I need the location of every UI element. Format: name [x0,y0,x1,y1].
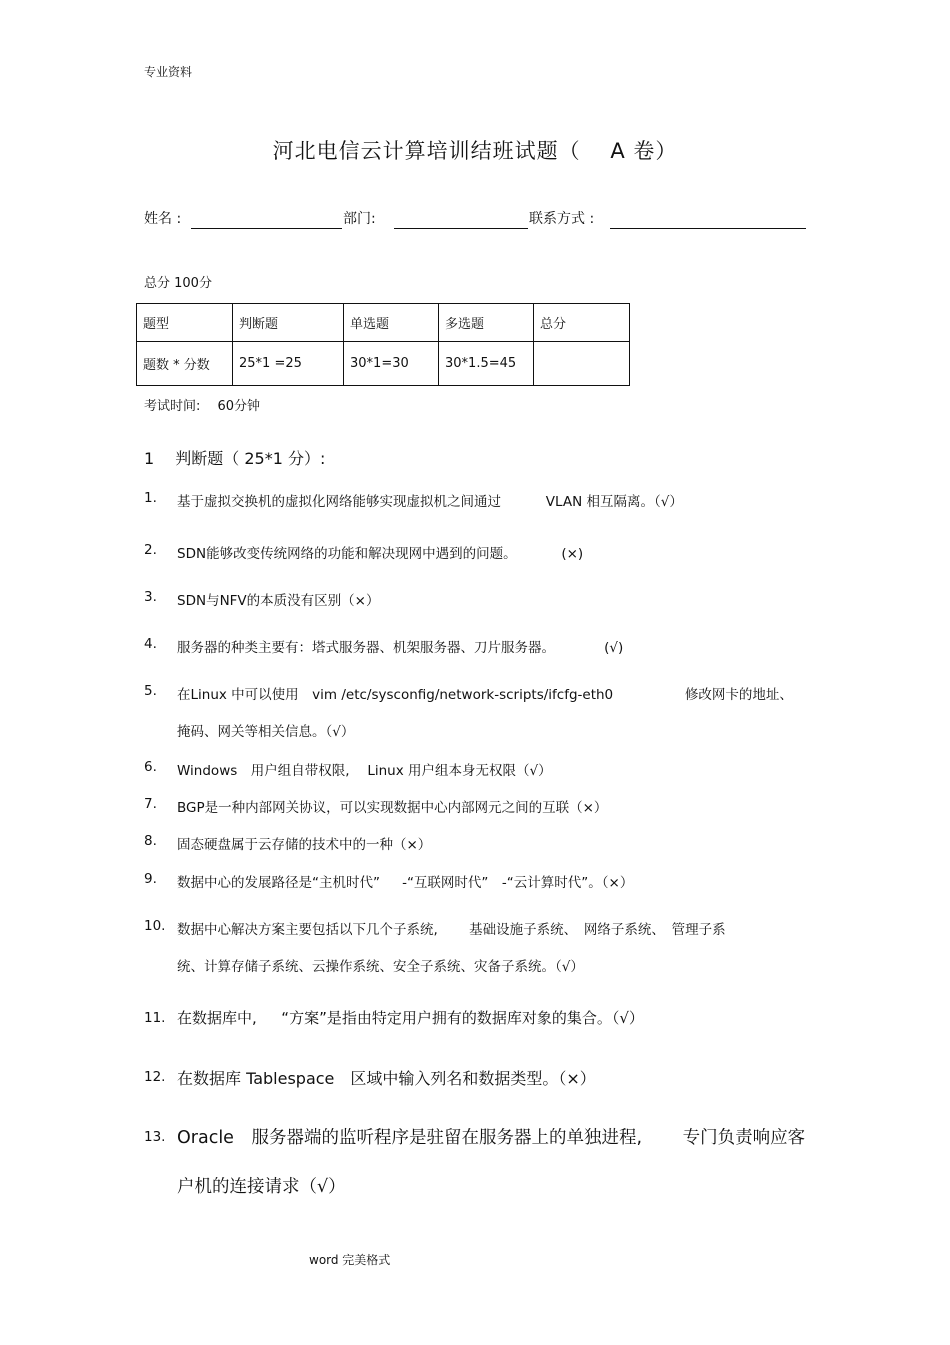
table-header-cell: 多选题 [439,304,534,342]
header-note: 专业资料 [144,65,193,79]
score-table [136,303,630,386]
table-cell: 30*1.5=45 [439,342,534,386]
question-text-continued: 户机的连接请求（√） [177,1177,346,1197]
question-text: BGP是一种内部网关协议，可以实现数据中心内部网元之间的互联（×） [177,800,608,816]
section-title: 1 判断题（ 25*1 分）: [144,449,326,468]
table-cell: 25*1 =25 [233,342,344,386]
page-title: 河北电信云计算培训结班试题（ A 卷） [272,139,678,163]
score-table-row [137,342,630,386]
question-number: 3. [144,589,157,605]
table-header-cell: 题型 [137,304,233,342]
table-cell [534,342,630,386]
question-number: 11. [144,1010,166,1026]
table-cell: 题数 * 分数 [137,342,233,386]
dept-label: 部门: [343,211,376,227]
contact-label: 联系方式 : [529,211,595,227]
question-text: SDN与NFV的本质没有区别（×） [177,593,380,609]
question-text: 固态硬盘属于云存储的技术中的一种（×） [177,837,432,853]
question-text: SDN能够改变传统网络的功能和解决现网中遇到的问题。 (×) [177,546,584,562]
question-number: 12. [144,1069,166,1085]
contact-field-line[interactable] [610,228,806,229]
table-header-cell: 单选题 [344,304,439,342]
footer-note: word 完美格式 [309,1253,391,1267]
question-text: Windows 用户组自带权限, Linux 用户组本身无权限（√） [177,763,552,779]
question-number: 8. [144,833,157,849]
question-number: 1. [144,490,157,506]
question-number: 9. [144,871,157,887]
name-field-line[interactable] [191,228,342,229]
total-score-note: 总分 100分 [144,276,212,291]
question-number: 2. [144,542,157,558]
question-number: 4. [144,636,157,652]
question-text-continued: 统、计算存储子系统、云操作系统、安全子系统、灾备子系统。（√） [177,959,584,975]
question-text: 数据中心的发展路径是“主机时代” -“互联网时代” -“云计算时代”。（×） [177,875,634,891]
question-text: 在数据库 Tablespace 区域中输入列名和数据类型。（×） [177,1069,596,1088]
exam-time: 考试时间: 60分钟 [144,399,261,414]
question-number: 10. [144,918,166,934]
question-text: Oracle 服务器端的监听程序是驻留在服务器上的单独进程, 专门负责响应客 [177,1128,806,1148]
question-text: 数据中心解决方案主要包括以下几个子系统, 基础设施子系统、 网络子系统、 管理子系 [177,922,726,938]
question-text: 在数据库中, “方案”是指由特定用户拥有的数据库对象的集合。（√） [177,1009,644,1027]
question-text-continued: 掩码、网关等相关信息。（√） [177,724,355,740]
question-number: 13. [144,1129,166,1145]
table-cell: 30*1=30 [344,342,439,386]
question-text: 服务器的种类主要有：塔式服务器、机架服务器、刀片服务器。 (√) [177,640,624,656]
table-header-cell: 判断题 [233,304,344,342]
question-text: 基于虚拟交换机的虚拟化网络能够实现虚拟机之间通过 VLAN 相互隔离。（√） [177,494,683,510]
question-text: 在Linux 中可以使用 vim /etc/sysconfig/network-scripts/ifcfg-eth0 修改网卡的地址、 [177,687,793,703]
question-number: 7. [144,796,157,812]
question-number: 6. [144,759,157,775]
table-header-cell: 总分 [534,304,630,342]
dept-field-line[interactable] [394,228,528,229]
name-label: 姓名 : [144,211,182,227]
score-table-header-row [137,304,630,342]
question-number: 5. [144,683,157,699]
